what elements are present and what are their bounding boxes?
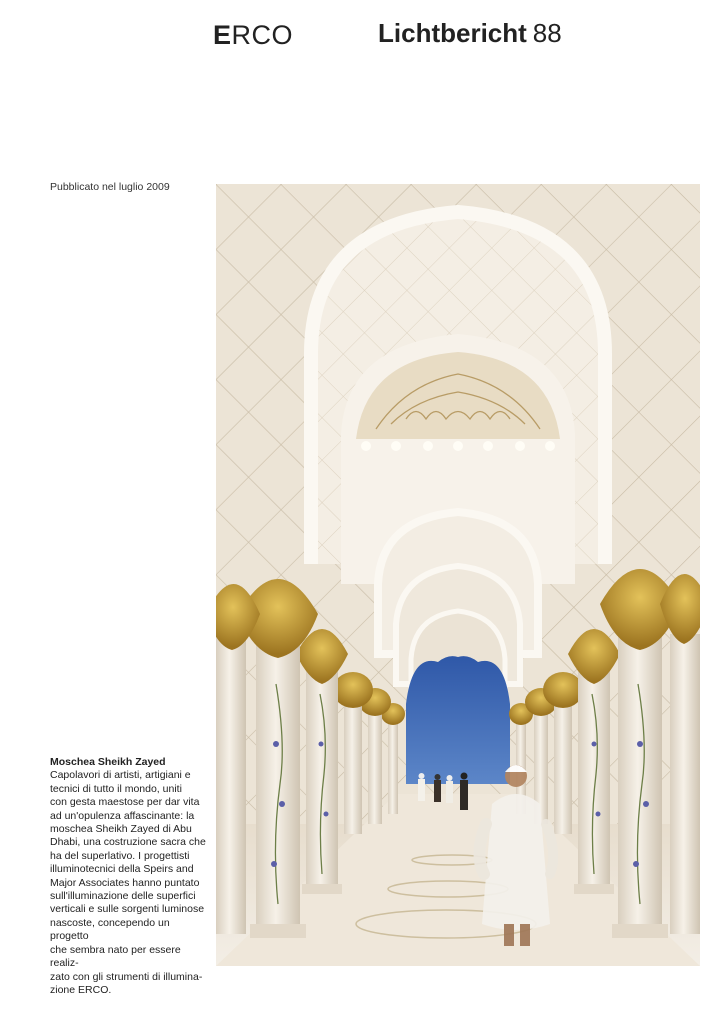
caption-title: Moschea Sheikh Zayed <box>50 756 166 768</box>
mosque-colonnade-photo <box>216 184 700 966</box>
publication-title: Lichtbericht <box>378 18 527 48</box>
logo-letter-e: E <box>213 20 232 50</box>
erco-logo <box>213 20 293 51</box>
publication-date: Pubblicato nel luglio 2009 <box>50 181 170 193</box>
photo-caption <box>50 756 210 997</box>
caption-body: Capolavori di artisti, artigiani e tecnici di tutto il mondo, uniti con gesta maestose per dar vita ad un'opulenza affascinante: la moschea Sheikh Zayed di Abu Dhabi, una costruzione sacra che ha del superlativo. I progettisti illuminotecnici della Speirs and Major Associates hanno puntato sull'illuminazione delle superfici verticali e sulle sorgenti luminose nascoste, concependo un progetto che sembra nato per essere realiz- zato con gli strumenti di illumina- zione ERCO. <box>50 769 206 996</box>
logo-letters-co: CO <box>251 20 294 50</box>
publication-header <box>378 18 562 49</box>
issue-number: 88 <box>532 18 562 48</box>
logo-letter-r: R <box>231 20 252 50</box>
